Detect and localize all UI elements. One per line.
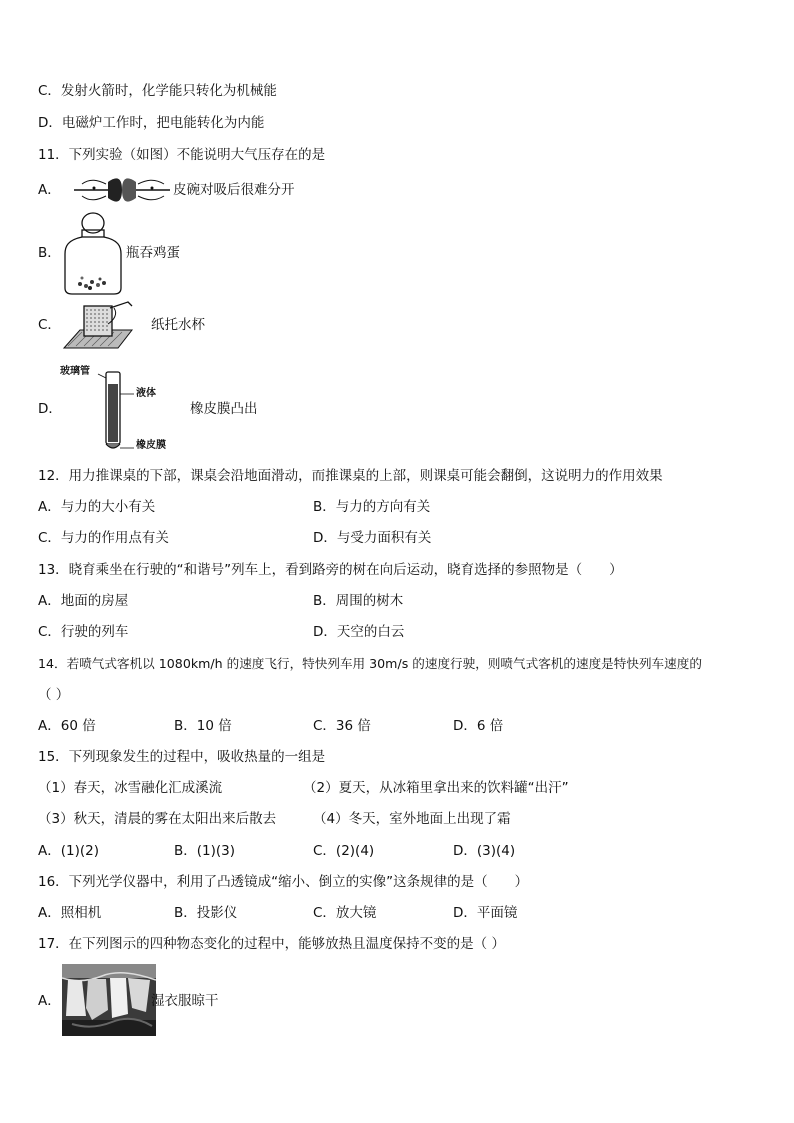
q15-item-3: （3）秋天，清晨的雾在太阳出来后散去 xyxy=(38,811,277,827)
q15-option-b: B．(1)(3) xyxy=(174,843,236,859)
q11-option-c-text: 纸托水杯 xyxy=(151,317,205,333)
q16-option-d: D．平面镜 xyxy=(453,905,518,921)
q15-stem: 15．下列现象发生的过程中，吸收热量的一组是 xyxy=(38,749,326,765)
q15-item-1: （1）春天，冰雪融化汇成溪流 xyxy=(38,780,223,796)
q14-stem-end: （ ） xyxy=(38,687,70,703)
q13-option-c: C．行驶的列车 xyxy=(38,624,129,640)
q17-option-a-letter: A． xyxy=(38,993,61,1009)
q14-option-b: B．10 倍 xyxy=(174,718,232,734)
q14-option-c: C．36 倍 xyxy=(313,718,371,734)
q11-option-d-letter: D． xyxy=(38,401,62,417)
q10-option-c: C．发射火箭时，化学能只转化为机械能 xyxy=(38,83,277,99)
q11-option-d-text: 橡皮膜凸出 xyxy=(190,401,258,417)
q12-stem: 12．用力推课桌的下部，课桌会沿地面滑动，而推课桌的上部，则课桌可能会翻倒，这说明力的作用效果 xyxy=(38,468,663,484)
q12-option-d: D．与受力面积有关 xyxy=(313,530,432,546)
q13-option-b: B．周围的树木 xyxy=(313,593,404,609)
rubber-membrane-label: 橡皮膜 xyxy=(136,440,166,451)
suction-cups-figure xyxy=(72,174,172,206)
q10-option-d: D．电磁炉工作时，把电能转化为内能 xyxy=(38,115,265,131)
q11-option-b-text: 瓶吞鸡蛋 xyxy=(126,245,180,261)
bottle-egg-figure xyxy=(62,212,124,296)
q17-option-a-text: 湿衣服晾干 xyxy=(151,993,219,1009)
q15-item-2: （2）夏天，从冰箱里拿出来的饮料罐“出汗” xyxy=(303,780,569,796)
liquid-label: 液体 xyxy=(136,388,156,399)
glass-tube-figure xyxy=(58,366,188,456)
q16-option-b: B．投影仪 xyxy=(174,905,238,921)
q13-option-d: D．天空的白云 xyxy=(313,624,405,640)
q15-option-c: C．(2)(4) xyxy=(313,843,375,859)
q13-stem: 13．晓育乘坐在行驶的“和谐号”列车上，看到路旁的树在向后运动，晓育选择的参照物是（ ） xyxy=(38,562,623,578)
q12-option-a: A．与力的大小有关 xyxy=(38,499,156,515)
wet-clothes-photo xyxy=(62,964,156,1036)
q11-option-b-letter: B． xyxy=(38,245,61,261)
q11-option-a-letter: A． xyxy=(38,182,61,198)
q15-option-a: A．(1)(2) xyxy=(38,843,99,859)
q12-option-c: C．与力的作用点有关 xyxy=(38,530,169,546)
q17-stem: 17．在下列图示的四种物态变化的过程中，能够放热且温度保持不变的是（ ） xyxy=(38,936,505,952)
q16-stem: 16．下列光学仪器中，利用了凸透镜成“缩小、倒立的实像”这条规律的是（ ） xyxy=(38,874,529,890)
q12-option-b: B．与力的方向有关 xyxy=(313,499,431,515)
q14-option-a: A．60 倍 xyxy=(38,718,96,734)
paper-cup-figure xyxy=(62,298,134,352)
q11-stem: 11．下列实验（如图）不能说明大气压存在的是 xyxy=(38,147,326,163)
q16-option-c: C．放大镜 xyxy=(313,905,377,921)
q14-stem: 14．若喷气式客机以 1080km/h 的速度飞行，特快列车用 30m/s 的速度行驶，则喷气式客机的速度是特快列车速度的 xyxy=(38,656,702,671)
q15-option-d: D．(3)(4) xyxy=(453,843,516,859)
q13-option-a: A．地面的房屋 xyxy=(38,593,129,609)
q11-option-a-text: 皮碗对吸后很难分开 xyxy=(173,182,295,198)
q15-item-4: （4）冬天，室外地面上出现了霜 xyxy=(313,811,511,827)
q16-option-a: A．照相机 xyxy=(38,905,102,921)
q11-option-c-letter: C． xyxy=(38,317,61,333)
glass-tube-label: 玻璃管 xyxy=(60,366,90,377)
q14-option-d: D．6 倍 xyxy=(453,718,504,734)
